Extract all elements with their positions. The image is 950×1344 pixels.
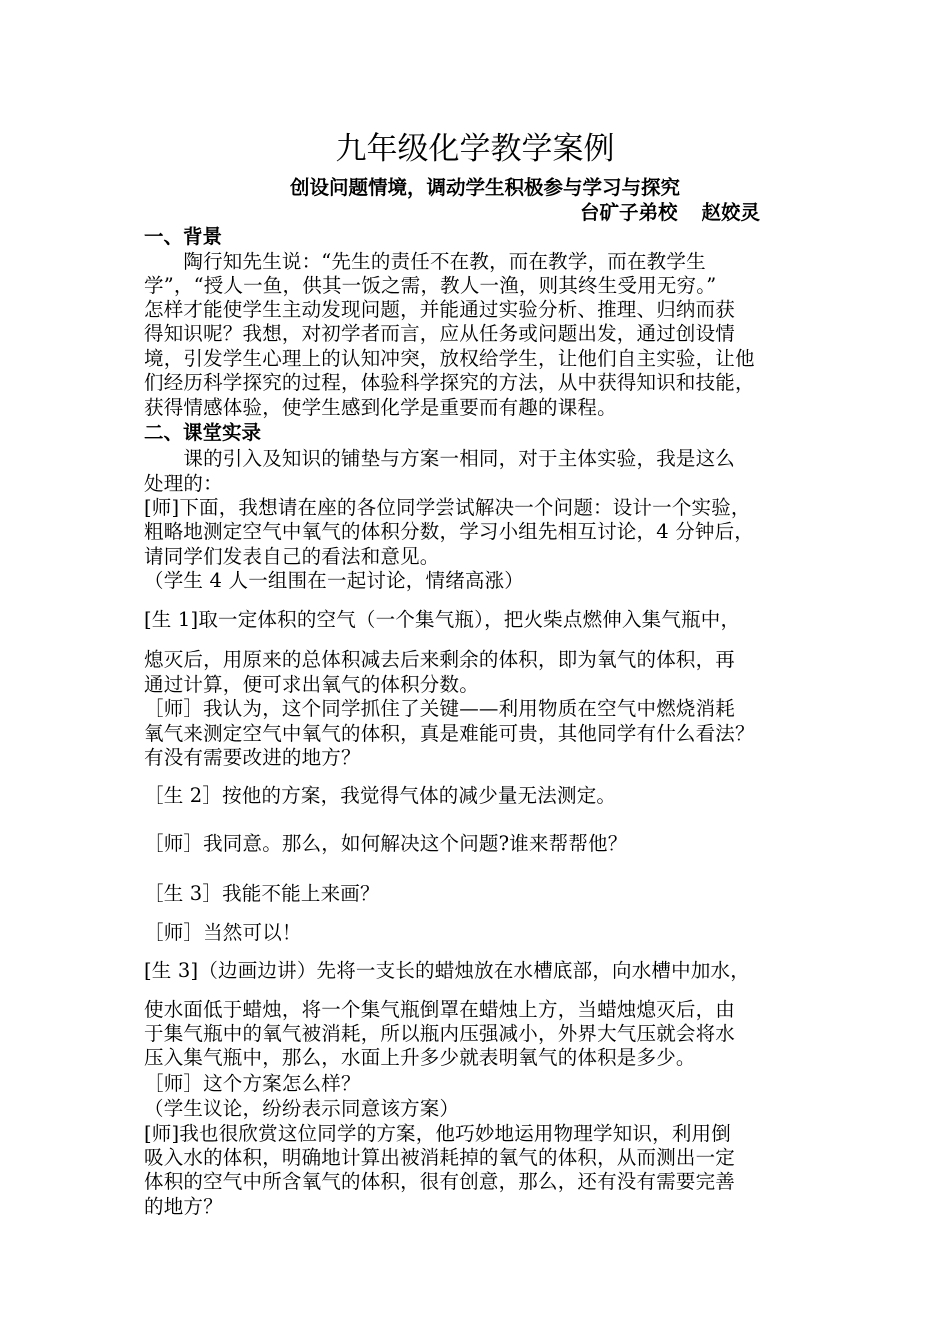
dialogue-line: 压入集气瓶中，那么，水面上升多少就表明氧气的体积是多少。 — [144, 1046, 696, 1069]
dialogue-line: 熄灭后，用原来的总体积减去后来剩余的体积，即为氧气的体积，再 — [144, 648, 736, 671]
paragraph-line: 境，引发学生心理上的认知冲突，放权给学生，让他们自主实验，让他 — [144, 347, 755, 370]
dialogue-line: ［生 3］我能不能上来画？ — [144, 882, 380, 905]
dialogue-line: 粗略地测定空气中氧气的体积分数，学习小组先相互讨论，4 分钟后， — [144, 520, 755, 543]
paragraph-line: 们经历科学探究的过程，体验科学探究的方法，从中获得知识和技能， — [144, 371, 755, 394]
author-name: 赵姣灵 — [701, 201, 761, 224]
dialogue-line: ［师］我认为，这个同学抓住了关键——利用物质在空气中燃烧消耗 — [144, 697, 736, 720]
dialogue-line: 的地方？ — [144, 1195, 223, 1218]
dialogue-line: ［师］我同意。那么，如何解决这个问题?谁来帮帮他？ — [144, 832, 628, 855]
author-line — [580, 201, 760, 225]
dialogue-line: 有没有需要改进的地方？ — [144, 746, 361, 769]
dialogue-line: 请同学们发表自己的看法和意见。 — [144, 545, 440, 568]
dialogue-line: 于集气瓶中的氧气被消耗，所以瓶内压强减小，外界大气压就会将水 — [144, 1022, 736, 1045]
paragraph-line: 学”，“授人一鱼，供其一饭之需，教人一渔，则其终生受用无穷。” — [144, 274, 717, 297]
dialogue-line: ［师］当然可以！ — [144, 921, 302, 944]
dialogue-line: [师]下面，我想请在座的各位同学尝试解决一个问题：设计一个实验， — [144, 496, 751, 519]
paragraph-line: 处理的： — [144, 472, 223, 495]
document-title: 九年级化学教学案例 — [335, 131, 615, 167]
paragraph-line: 课的引入及知识的铺垫与方案一相同，对于主体实验，我是这么 — [144, 447, 736, 470]
section-heading-background: 一、背景 — [144, 225, 223, 248]
school-name: 台矿子弟校 — [580, 201, 678, 224]
paragraph-line: 怎样才能使学生主动发现问题，并能通过实验分析、推理、归纳而获 — [144, 298, 736, 321]
dialogue-line: 使水面低于蜡烛，将一个集气瓶倒罩在蜡烛上方，当蜡烛熄灭后，由 — [144, 998, 736, 1021]
dialogue-line: 氧气来测定空气中氧气的体积，真是难能可贵，其他同学有什么看法？ — [144, 722, 755, 745]
stage-note: （学生 4 人一组围在一起讨论，情绪高涨） — [144, 569, 525, 592]
document-subtitle: 创设问题情境，调动学生积极参与学习与探究 — [290, 176, 681, 199]
dialogue-line: [生 3]（边画边讲）先将一支长的蜡烛放在水槽底部，向水槽中加水， — [144, 959, 750, 982]
dialogue-line: 体积的空气中所含氧气的体积，很有创意，那么，还有没有需要完善 — [144, 1170, 736, 1193]
dialogue-line: 吸入水的体积，明确地计算出被消耗掉的氧气的体积，从而测出一定 — [144, 1146, 736, 1169]
paragraph-line: 获得情感体验，使学生感到化学是重要而有趣的课程。 — [144, 396, 617, 419]
section-heading-classroom-record: 二、课堂实录 — [144, 421, 262, 444]
paragraph-line: 得知识呢？我想，对初学者而言，应从任务或问题出发，通过创设情 — [144, 322, 736, 345]
dialogue-line: [生 1]取一定体积的空气（一个集气瓶），把火柴点燃伸入集气瓶中， — [144, 608, 741, 631]
dialogue-line: ［师］这个方案怎么样？ — [144, 1072, 361, 1095]
dialogue-line: 通过计算，便可求出氧气的体积分数。 — [144, 673, 479, 696]
dialogue-line: ［生 2］按他的方案，我觉得气体的减少量无法测定。 — [144, 784, 617, 807]
paragraph-line: 陶行知先生说：“先生的责任不在教，而在教学，而在教学生 — [144, 250, 706, 273]
dialogue-line: [师]我也很欣赏这位同学的方案，他巧妙地运用物理学知识，利用倒 — [144, 1122, 731, 1145]
stage-note: （学生议论，纷纷表示同意该方案） — [144, 1097, 460, 1120]
